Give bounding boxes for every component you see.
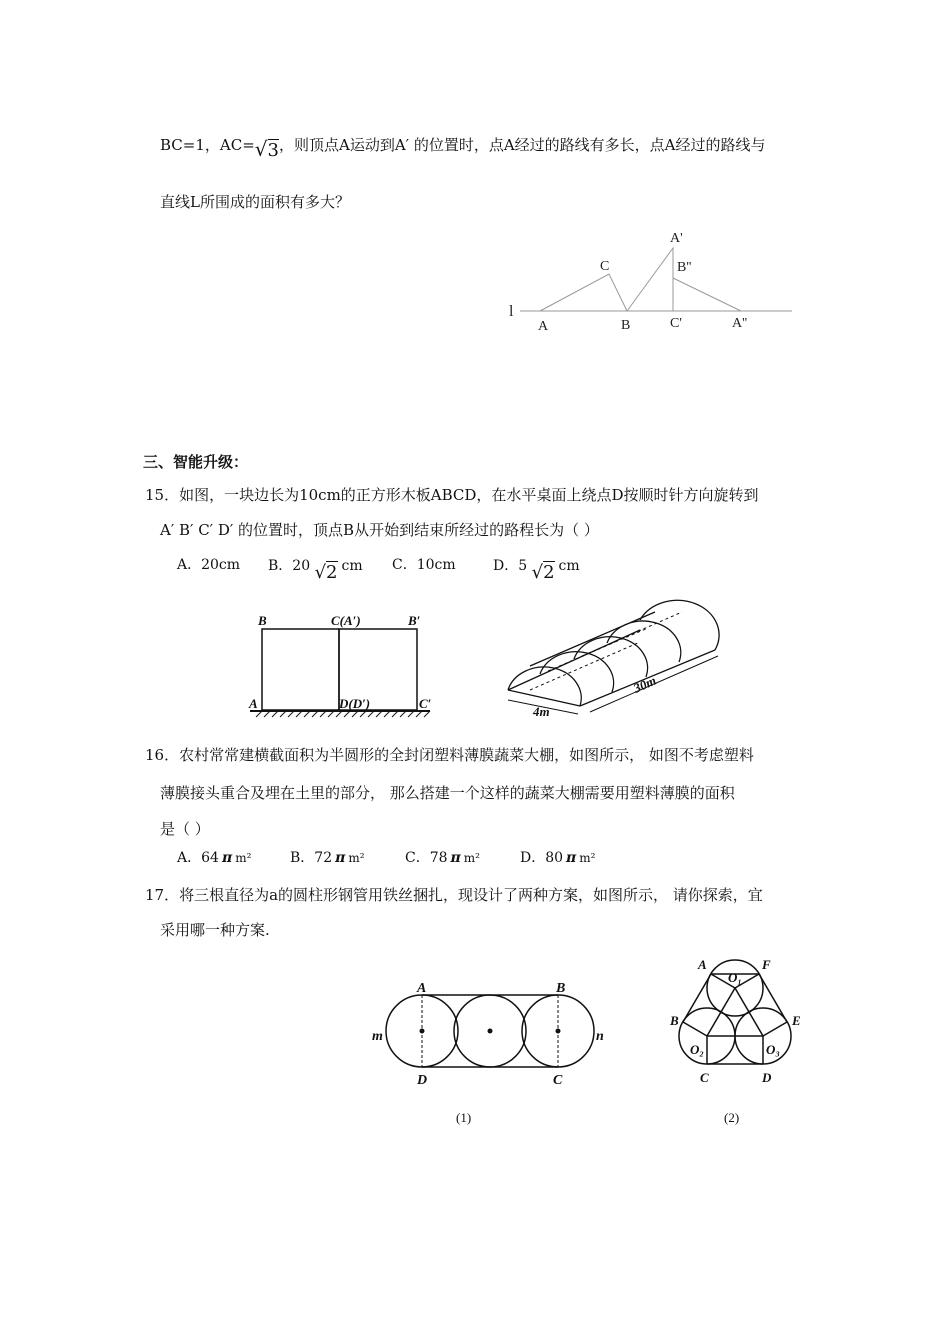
q15-line2: A′ B′ C′ D′ 的位置时，顶点B从开始到结束所经过的路程长为（ ）	[160, 521, 599, 539]
q17-line1: 17．将三根直径为a的圆柱形钢管用铁丝捆扎，现设计了两种方案，如图所示， 请你探索，宜	[145, 886, 763, 904]
triangle-2	[627, 248, 673, 311]
svg-text:A: A	[698, 957, 707, 972]
svg-text:4m: 4m	[533, 704, 550, 719]
svg-text:A': A'	[670, 231, 683, 246]
q16-line1: 16．农村常常建横截面积为半圆形的全封闭塑料薄膜蔬菜大棚，如图所示， 如图不考虑塑料	[145, 746, 754, 764]
svg-text:A: A	[538, 319, 549, 334]
svg-text:A'': A''	[732, 316, 748, 331]
svg-text:E: E	[792, 1013, 801, 1028]
q16-option-a: A．64 π m²	[177, 850, 252, 866]
svg-text:(2): (2)	[724, 1110, 740, 1125]
svg-text:B: B	[556, 981, 566, 996]
svg-text:D: D	[762, 1070, 772, 1085]
svg-text:A: A	[249, 696, 258, 711]
q15-option-a: A．20cm	[177, 557, 241, 573]
svg-text:C: C	[700, 1070, 709, 1085]
svg-text:C′: C′	[419, 696, 432, 711]
svg-text:C: C	[553, 1073, 563, 1088]
svg-text:O₁: O₁	[728, 970, 742, 985]
q16-option-c: C．78 π m²	[405, 850, 480, 866]
svg-text:D(D′): D(D′)	[339, 696, 371, 711]
svg-text:30m: 30m	[631, 672, 659, 696]
svg-text:B: B	[258, 613, 267, 628]
svg-text:F: F	[762, 957, 771, 972]
q16-line3: 是（ ）	[160, 820, 210, 838]
svg-text:B: B	[621, 318, 631, 333]
svg-text:C': C'	[670, 316, 682, 331]
q14-line1: BC=1，AC=√3，则顶点A运动到A′ 的位置时，点A经过的路线有多长，点A经过的路线与	[160, 136, 766, 161]
section-3-title: 三、智能升级：	[143, 453, 249, 471]
svg-text:D: D	[417, 1073, 428, 1088]
svg-text:m: m	[372, 1029, 383, 1044]
svg-text:B'': B''	[677, 260, 692, 275]
q14-line2: 直线L所围成的面积有多大？	[160, 193, 350, 211]
svg-text:n: n	[596, 1029, 604, 1044]
q15-option-b: B．20 √2 cm	[268, 558, 363, 583]
svg-text:(1): (1)	[456, 1110, 472, 1125]
svg-text:O₂: O₂	[690, 1042, 704, 1057]
svg-text:B′: B′	[408, 613, 421, 628]
q16-line2: 薄膜接头重合及埋在土里的部分， 那么搭建一个这样的蔬菜大棚需要用塑料薄膜的面积	[160, 784, 735, 802]
svg-text:l: l	[509, 303, 514, 320]
q15-line1: 15．如图，一块边长为10cm的正方形木板ABCD，在水平桌面上绕点D按顺时针方向旋转到	[145, 486, 759, 504]
svg-text:B: B	[670, 1013, 679, 1028]
q16-option-b: B．72 π m²	[290, 850, 365, 866]
sqrt-symbol: √3	[254, 137, 279, 161]
svg-text:C: C	[600, 259, 610, 274]
triangle-1	[540, 274, 627, 311]
svg-text:A: A	[417, 981, 427, 996]
q15-option-c: C．10cm	[392, 557, 456, 573]
triangle-3	[673, 278, 741, 311]
svg-text:O₃: O₃	[766, 1042, 780, 1057]
q15-option-d: D．5 √2 cm	[493, 558, 580, 583]
svg-text:C(A′): C(A′)	[331, 613, 361, 628]
q16-option-d: D．80 π m²	[520, 850, 596, 866]
q17-line2: 采用哪一种方案.	[160, 921, 270, 939]
